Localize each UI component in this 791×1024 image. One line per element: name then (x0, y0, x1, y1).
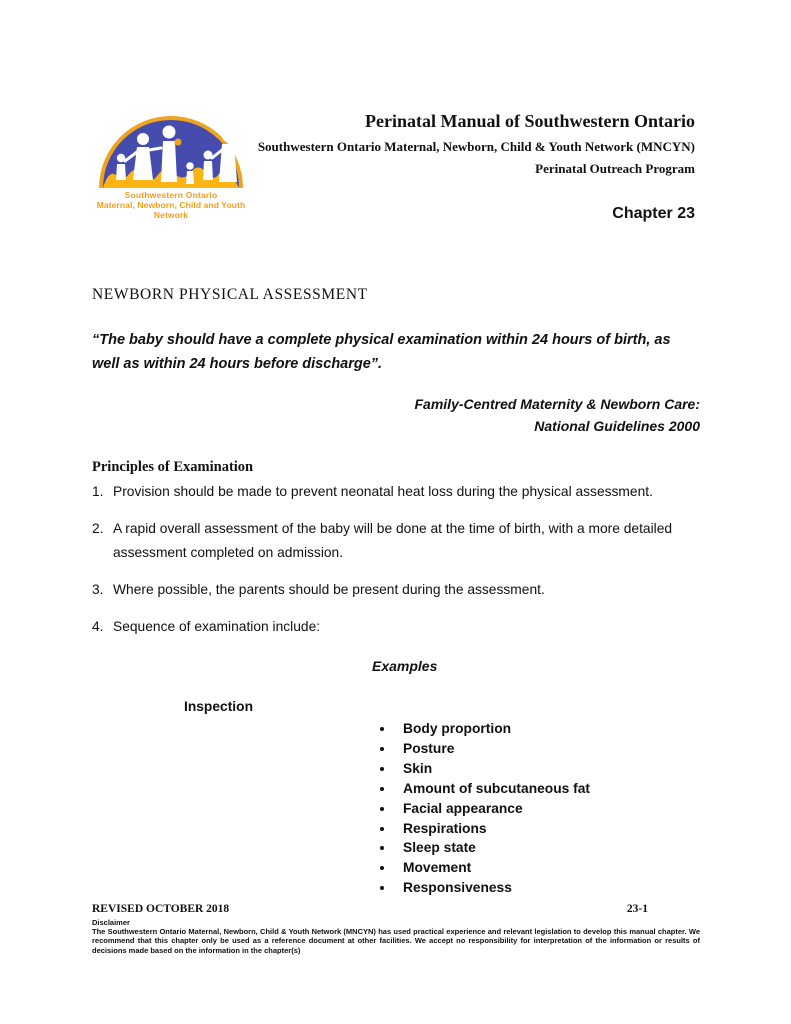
list-item: • Amount of subcutaneous fat (395, 779, 700, 799)
quote-attribution (92, 393, 700, 437)
page-footer (92, 903, 700, 955)
inspection-examples-list (92, 719, 700, 898)
principle-text: Where possible, the parents should be present during the assessment. (113, 582, 545, 597)
principles-heading: Principles of Examination (92, 459, 254, 475)
principle-number: 2. (92, 521, 104, 536)
list-item: • Sleep state (395, 838, 700, 858)
mncyn-logo-icon (95, 106, 247, 190)
network-subtitle: Southwestern Ontario Maternal, Newborn, Child & Youth Network (MNCYN) (257, 139, 695, 154)
opening-quote: “The baby should have a complete physical examination within 24 hours of birth, as well as within 24 hours before discharge”. (92, 332, 671, 372)
inspection-label: Inspection (184, 699, 253, 714)
page-number: 23-1 (626, 903, 648, 915)
manual-title: Perinatal Manual of Southwestern Ontario (365, 111, 695, 131)
principle-text: Provision should be made to prevent neonatal heat loss during the physical assessment. (113, 484, 653, 499)
attribution-year: National Guidelines 2000 (534, 418, 700, 434)
principle-item (92, 480, 700, 504)
disclaimer-text: The Southwestern Ontario Maternal, Newborn, Child & Youth Network (MNCYN) has used practical experience and relevant legislation to develop this manual chapter. We recommend that this chapter only be used as a reference document at other facilities. We accept no responsibility for interpretation of the information or results of decisions made based on the information in the chapter(s) (92, 927, 700, 955)
disclaimer-label: Disclaimer (92, 918, 130, 927)
attribution-source: Family-Centred Maternity & Newborn Care: (414, 396, 700, 412)
list-item: • Responsiveness (395, 878, 700, 898)
principle-number: 4. (92, 619, 104, 634)
examples-heading: Examples (372, 658, 438, 674)
principle-number: 3. (92, 582, 104, 597)
principle-item (92, 578, 700, 602)
principle-item (92, 517, 700, 565)
program-name: Perinatal Outreach Program (535, 161, 695, 176)
chapter-content (92, 286, 700, 898)
document-header (258, 110, 695, 223)
mncyn-logo (92, 106, 250, 220)
principle-number: 1. (92, 484, 104, 499)
logo-caption-line2: Maternal, Newborn, Child and Youth Network (96, 200, 246, 220)
list-item: • Body proportion (395, 719, 700, 739)
chapter-number: Chapter 23 (612, 205, 695, 222)
revised-date: REVISED OCTOBER 2018 (92, 903, 230, 915)
principles-list (92, 480, 700, 639)
principle-text: A rapid overall assessment of the baby will be done at the time of birth, with a more detailed assessment completed on admission. (113, 521, 673, 560)
principle-item (92, 615, 700, 639)
section-title: NEWBORN PHYSICAL ASSESSMENT (92, 286, 368, 303)
list-item: • Movement (395, 858, 700, 878)
list-item: • Posture (395, 739, 700, 759)
list-item: • Skin (395, 759, 700, 779)
logo-caption-line1: Southwestern Ontario (124, 190, 218, 200)
list-item: • Facial appearance (395, 799, 700, 819)
principle-text: Sequence of examination include: (113, 619, 321, 634)
footer-meta-row (92, 903, 700, 915)
list-item: • Respirations (395, 819, 700, 839)
